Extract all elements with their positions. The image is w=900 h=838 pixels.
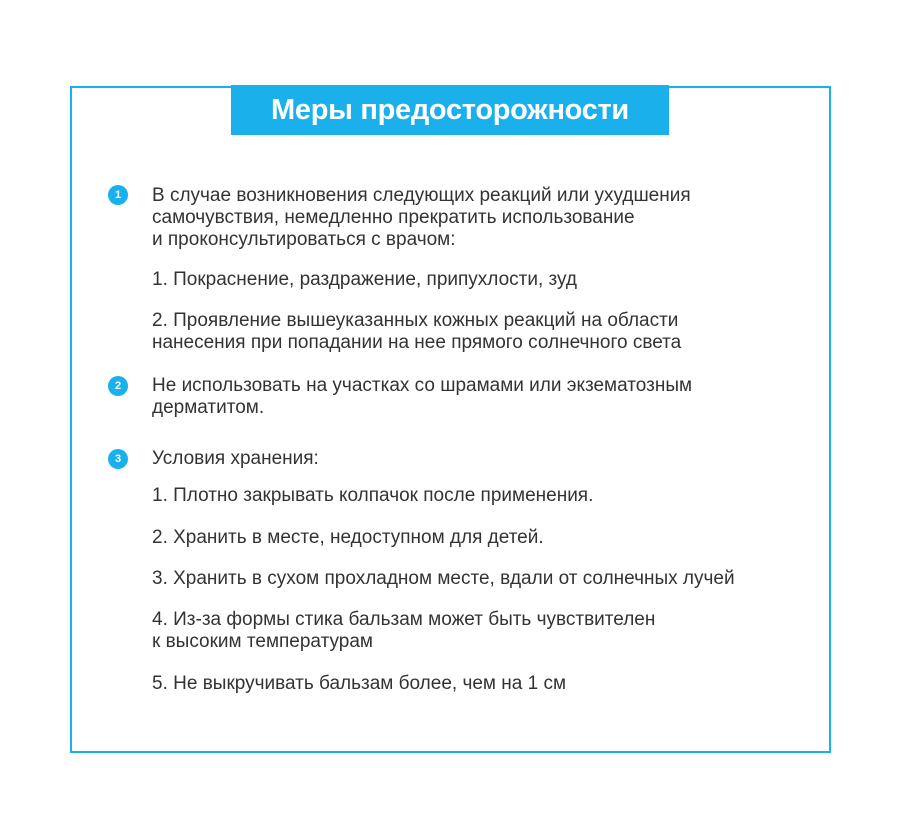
section-3-text: Условия хранения: bbox=[152, 448, 319, 469]
section-1-subitem-2: 2. Проявление вышеуказанных кожных реакций на области нанесения при попадании на нее прямого солнечного света bbox=[152, 310, 682, 353]
section-1-subitem-1: 1. Покраснение, раздражение, припухлости, зуд bbox=[152, 269, 577, 290]
section-3-subitem-4: 4. Из-за формы стика бальзам может быть чувствителен к высоким температурам bbox=[152, 609, 656, 652]
section-3-subitem-3: 3. Хранить в сухом прохладном месте, вдали от солнечных лучей bbox=[152, 568, 735, 589]
section-3-subitem-2: 2. Хранить в месте, недоступном для детей. bbox=[152, 527, 544, 548]
section-3-subitem-5: 5. Не выкручивать бальзам более, чем на 1 см bbox=[152, 673, 567, 694]
section-1-text: В случае возникновения следующих реакций или ухудшения самочувствия, немедленно прекратить использование и проконсультироваться с врачом: bbox=[152, 185, 691, 250]
page-title: Меры предосторожности bbox=[231, 85, 669, 135]
section-2-text: Не использовать на участках со шрамами или экзематозным дерматитом. bbox=[152, 375, 693, 418]
number-badge-3: 3 bbox=[108, 449, 128, 469]
section-3-subitem-1: 1. Плотно закрывать колпачок после применения. bbox=[152, 485, 594, 506]
number-badge-2: 2 bbox=[108, 376, 128, 396]
number-badge-1: 1 bbox=[108, 185, 128, 205]
